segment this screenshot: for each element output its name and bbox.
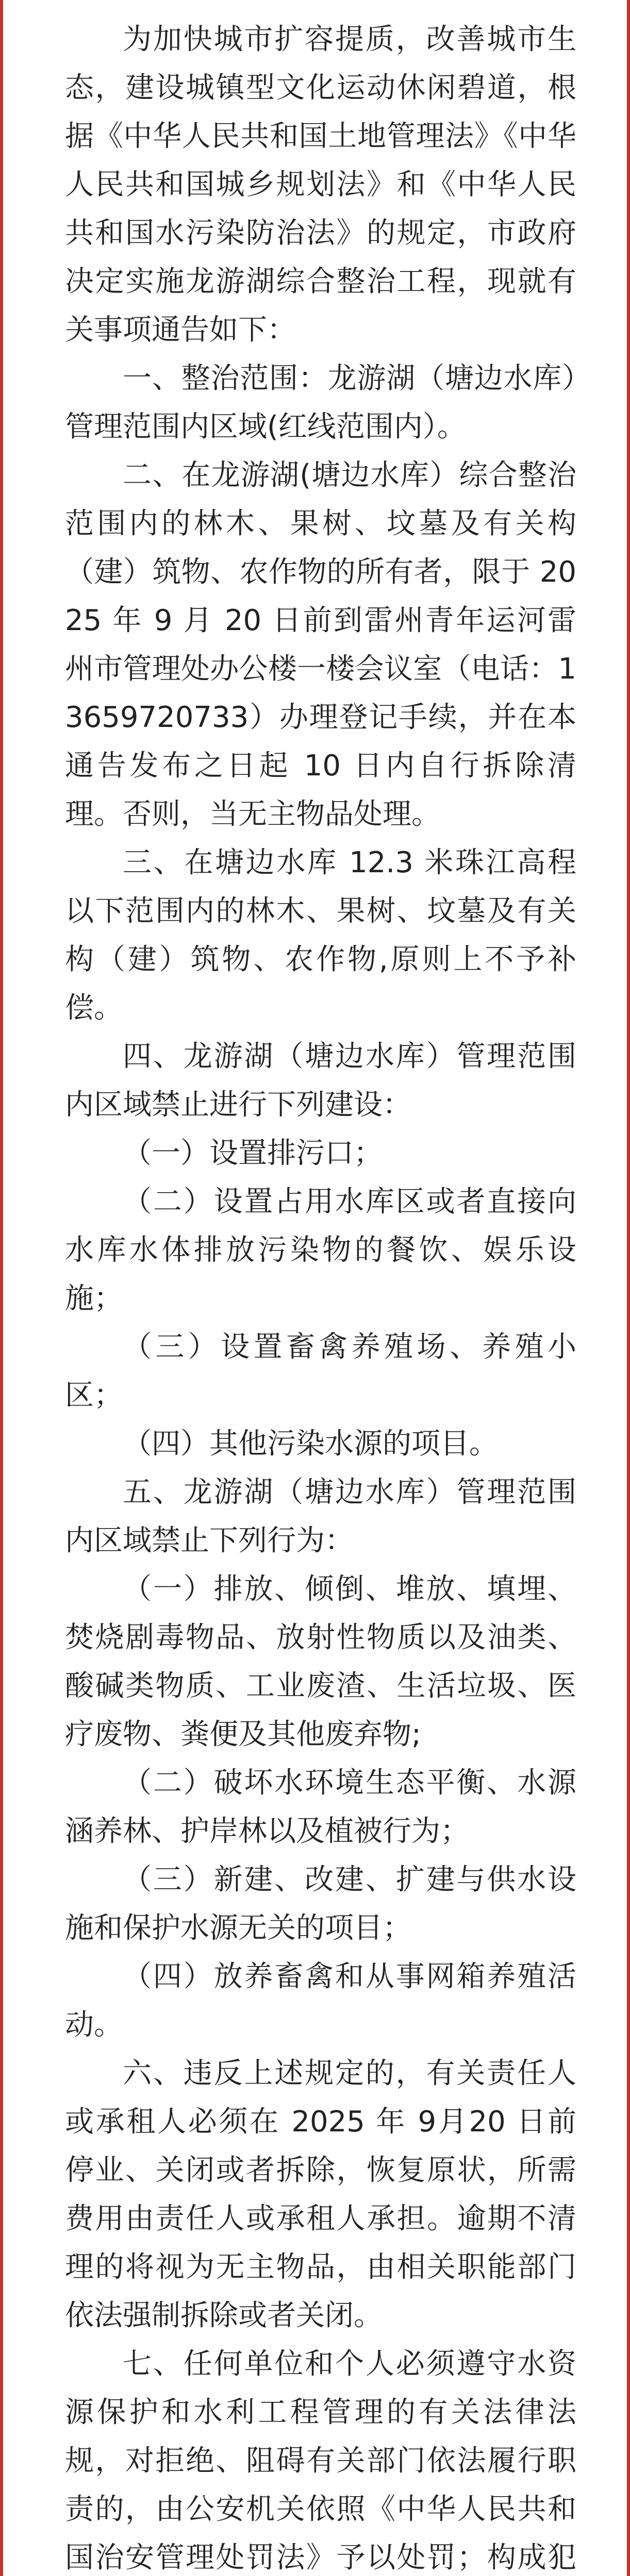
notice-item-4-sub-3: （三）设置畜禽养殖场、养殖小区； [65, 1330, 576, 1412]
notice-item-5-behavior-ban: 五、龙游湖（塘边水库）管理范围内区域禁止下列行为： [65, 1476, 576, 1557]
notice-item-4-sub-2: （二）设置占用水库区或者直接向水库水体排放污染物的餐饮、娱乐设施； [65, 1185, 576, 1315]
notice-item-3-compensation: 三、在塘边水库 12.3 米珠江高程以下范围内的林木、果树、坟墓及有关构（建）筑物、农作物,原则上不予补偿。 [65, 846, 576, 1025]
notice-item-5-sub-3: （三）新建、改建、扩建与供水设施和保护水源无关的项目； [65, 1863, 576, 1945]
notice-item-5-sub-2: （二）破坏水环境生态平衡、水源涵养林、护岸林以及植被行为； [65, 1766, 576, 1848]
notice-item-7-penalty: 七、任何单位和个人必须遵守水资源保护和水利工程管理的有关法律法规，对拒绝、阻碍有关部门依法履行职责的，由公安机关依照《中华人民共和国治安管理处罚法》予以处罚；构成犯 [65, 2347, 576, 2574]
notice-item-1-scope: 一、整治范围：龙游湖（塘边水库）管理范围内区域(红线范围内）。 [65, 362, 576, 444]
notice-intro-paragraph: 为加快城市扩容提质，改善城市生态，建设城镇型文化运动休闲碧道，根据《中华人民共和国土地管理法》《中华人民共和国城乡规划法》和《中华人民共和国水污染防治法》的规定，市政府决定实施龙游湖综合整治工程，现就有关事项通告如下： [65, 23, 576, 347]
notice-item-5-sub-4: （四）放养畜禽和从事网箱养殖活动。 [65, 1960, 576, 2042]
notice-item-5-sub-1: （一）排放、倾倒、堆放、填埋、焚烧剧毒物品、放射性物质以及油类、酸碱类物质、工业废渣、生活垃圾、医疗废物、粪便及其他废弃物; [65, 1572, 576, 1751]
notice-body [65, 15, 576, 2576]
notice-item-6-deadline: 六、违反上述规定的，有关责任人或承租人必须在 2025 年 9月20 日前停业、关闭或者拆除，恢复原状，所需费用由责任人或承租人承担。逾期不清理的将视为无主物品，由相关职能部门依法强制拆除或者关闭。 [65, 2057, 576, 2332]
notice-item-4-sub-4: （四）其他污染水源的项目。 [123, 1427, 498, 1461]
notice-item-4-construction-ban: 四、龙游湖（塘边水库）管理范围内区域禁止进行下列建设： [65, 1040, 576, 1122]
notice-item-4-sub-1: （一）设置排污口； [123, 1137, 383, 1170]
notice-item-2-registration: 二、在龙游湖(塘边水库）综合整治范围内的林木、果树、坟墓及有关构（建）筑物、农作物的所有者，限于 2025 年 9 月 20 日前到雷州青年运河雷州市管理处办公楼一楼会议室（电话：13659720733）办理登记手续，并在本通告发布之日起 10 日内自行拆除清理。否则，当无主物品处理。 [65, 459, 576, 831]
